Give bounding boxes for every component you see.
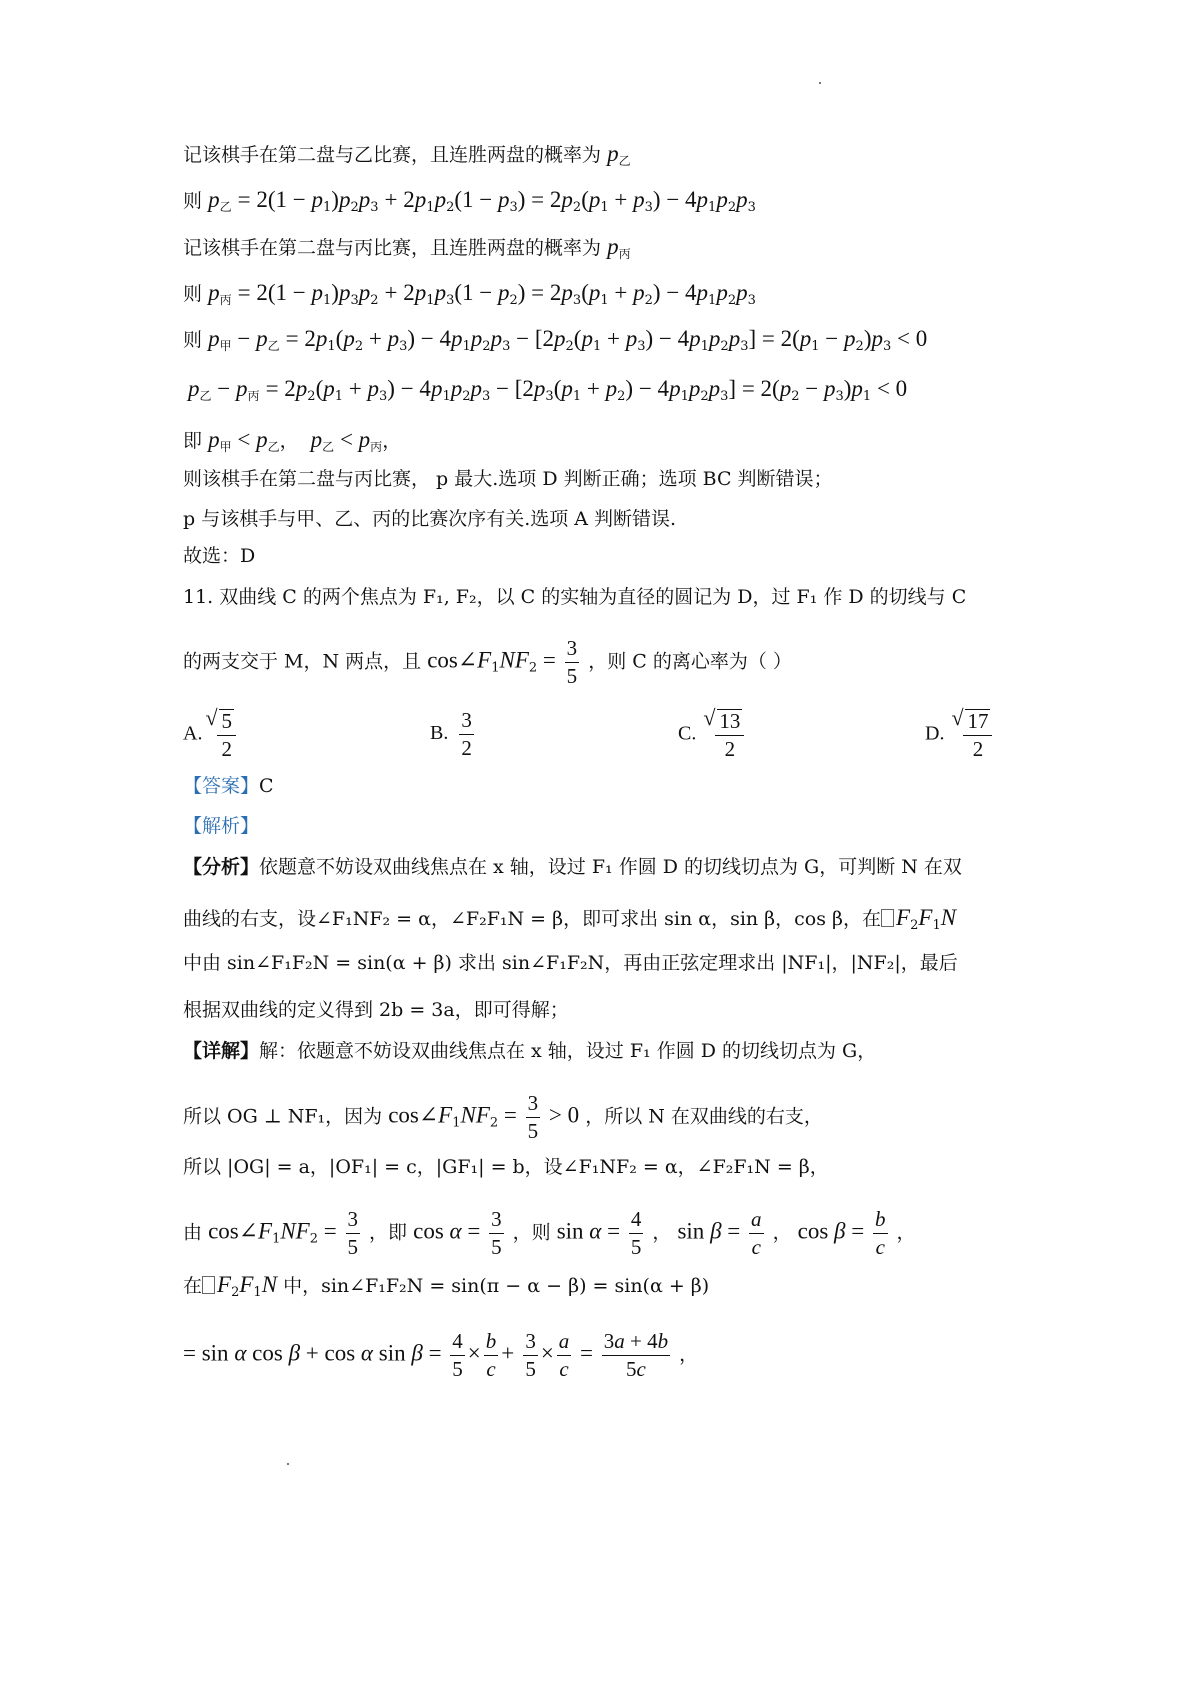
sentence: ，则: [512, 1221, 551, 1244]
question-11-text: 11. 双曲线 C 的两个焦点为 F₁, F₂，以 C 的实轴为直径的圆记为 D，过 F₁ 作 D 的切线与 C: [183, 586, 967, 608]
sentence: 解：依题意不妨设双曲线焦点在 x 轴，设过 F₁ 作圆 D 的切线切点为 G，: [259, 1040, 877, 1062]
equation-line: 则 $p_甲 - p_乙 = 2p_1(p_2 + p_3) - 4p_1p_2p_3 - [2p_2(p_1 + p_3) - 4p_1p_2p_3] = 2(p_1 - p_2)p_3 < 0$: [183, 326, 928, 354]
sentence: ，所以 N 在双曲线的右支，: [585, 1105, 823, 1128]
prefix: 则: [183, 283, 203, 305]
text-line: 则该棋手在第二盘与丙比赛， p 最大.选项 D 判断正确；选项 BC 判断错误；: [183, 468, 833, 490]
analysis-text: 中由 sin∠F₁F₂N = sin(α + β) 求出 sin∠F₁F₂N，再由正弦定理求出 |NF₁|，|NF₂|，最后: [183, 952, 958, 974]
answer-label: 【答案】: [183, 775, 260, 797]
triangle-placeholder-icon: [202, 1276, 215, 1294]
sentence: ，: [679, 1343, 699, 1366]
sentence: 曲线的右支，设∠F₁NF₂ = α，∠F₂F₁N = β，即可求出 sin α，sin β，cos β，在: [183, 908, 882, 930]
equation-line: 则 $p_乙 = 2(1 - p_1)p_2p_3 + 2p_1p_2(1 - p_3) = 2p_2(p_1 + p_3) - 4p_1p_2p_3$: [183, 187, 756, 215]
sentence: ，则 C 的离心率为（ ）: [588, 650, 792, 673]
solution-text: [183, 1042, 876, 1061]
solution-text: 由 $\cos\angle F_1NF_2$ = $\frac{3}{5}$ ，即 cos α = $\frac{3}{5}$ ，则 sin α = $\frac{4}{5}$ ， sin β = $\frac{a}{c}$ ， cos β = $\frac{b}{c}$ ，: [183, 1207, 916, 1260]
triangle-placeholder-icon: [881, 909, 894, 927]
option-d[interactable]: D. √ $\frac{17}{2}$: [925, 709, 995, 761]
sentence: ，: [772, 1221, 792, 1244]
text-line: 记该棋手在第二盘与乙比赛，且连胜两盘的概率为 $p_乙$: [183, 141, 631, 168]
option-label: C.: [678, 722, 697, 745]
sentence: 中，sin∠F₁F₂N = sin(π − α − β) = sin(α + β): [283, 1275, 710, 1297]
text-line: 记该棋手在第二盘与丙比赛，且连胜两盘的概率为 $p_丙$: [183, 234, 631, 261]
label: 【解析】: [183, 815, 260, 837]
sentence: 的两支交于 M，N 两点，且: [183, 650, 422, 673]
sentence: 记该棋手在第二盘与乙比赛，且连胜两盘的概率为: [183, 144, 602, 166]
prefix: 则: [183, 190, 203, 212]
analysis-text: 曲线的右支，设∠F₁NF₂ = α，∠F₂F₁N = β，即可求出 sin α，sin β，cos β，在 $F_2F_1N$: [183, 905, 957, 933]
sentence: 所以 OG ⊥ NF₁，因为: [183, 1105, 383, 1128]
prefix: 则: [183, 329, 203, 351]
answer-value: C: [259, 775, 274, 797]
equation-line: 则 $p_丙 = 2(1 - p_1)p_3p_2 + 2p_1p_3(1 - p_2) = 2p_3(p_1 + p_2) - 4p_1p_2p_3$: [183, 280, 756, 308]
sentence: ，: [896, 1221, 916, 1244]
sentence: 记该棋手在第二盘与丙比赛，且连胜两盘的概率为: [183, 237, 602, 259]
question-11-condition: 的两支交于 M，N 两点，且 $\cos\angle F_1NF_2$ = $\frac{3}{5}$ ，则 C 的离心率为（ ）: [183, 636, 792, 689]
analysis-text: [183, 858, 962, 877]
text-line: p 与该棋手与甲、乙、丙的比赛次序有关.选项 A 判断错误.: [183, 508, 677, 530]
analysis-label: [183, 817, 259, 836]
sentence: 依题意不妨设双曲线焦点在 x 轴，设过 F₁ 作圆 D 的切线切点为 G，可判断 N 在双: [259, 856, 962, 878]
sentence: 由: [183, 1221, 203, 1244]
sentence: 在: [183, 1275, 203, 1297]
option-label: A.: [183, 722, 203, 745]
option-b[interactable]: B. $\frac{3}{2}$: [430, 708, 472, 761]
equation-line: $p_乙 - p_丙 = 2p_2(p_1 + p_3) - 4p_1p_2p_3 - [2p_3(p_1 + p_2) - 4p_1p_2p_3] = 2(p_2 - p_3)p_1 < 0$: [188, 376, 908, 404]
option-label: D.: [925, 722, 945, 745]
answer-line: [183, 777, 274, 796]
analysis-text: 根据双曲线的定义得到 2b = 3a，即可得解；: [183, 999, 569, 1021]
scan-speck: [819, 82, 821, 84]
equation-line: 即 $p_甲 < p_乙$， $p_乙 < p_丙$，: [183, 427, 402, 454]
solution-text: 所以 OG ⊥ NF₁，因为 $\cos\angle F_1NF_2$ = $\frac{3}{5}$ > 0 ，所以 N 在双曲线的右支，: [183, 1091, 823, 1144]
scan-speck: [287, 1463, 289, 1465]
solution-text: 在 $F_2F_1N$ 中，sin∠F₁F₂N = sin(π − α − β) = sin(α + β): [183, 1272, 710, 1300]
option-label: B.: [430, 722, 449, 745]
sentence: ，: [652, 1221, 672, 1244]
option-a[interactable]: A. √ $\frac{5}{2}$: [183, 709, 239, 761]
solution-text: 所以 |OG| = a，|OF₁| = c，|GF₁| = b，设∠F₁NF₂ = α，∠F₂F₁N = β，: [183, 1156, 829, 1178]
prefix: 即: [183, 430, 203, 452]
text-line: 故选：D: [183, 545, 256, 567]
label: 【分析】: [183, 856, 260, 878]
sentence: ，即: [369, 1221, 408, 1244]
solution-text: = sin α cos β + cos α sin β = $\frac{4}{5}$ × $\frac{b}{c}$ + $\frac{3}{5}$ × $\frac{a}{c}$ = $\frac{3a + 4b}{5c}$ ，: [183, 1329, 699, 1382]
label: 【详解】: [183, 1040, 260, 1062]
option-c[interactable]: C. √ $\frac{13}{2}$: [678, 709, 747, 761]
